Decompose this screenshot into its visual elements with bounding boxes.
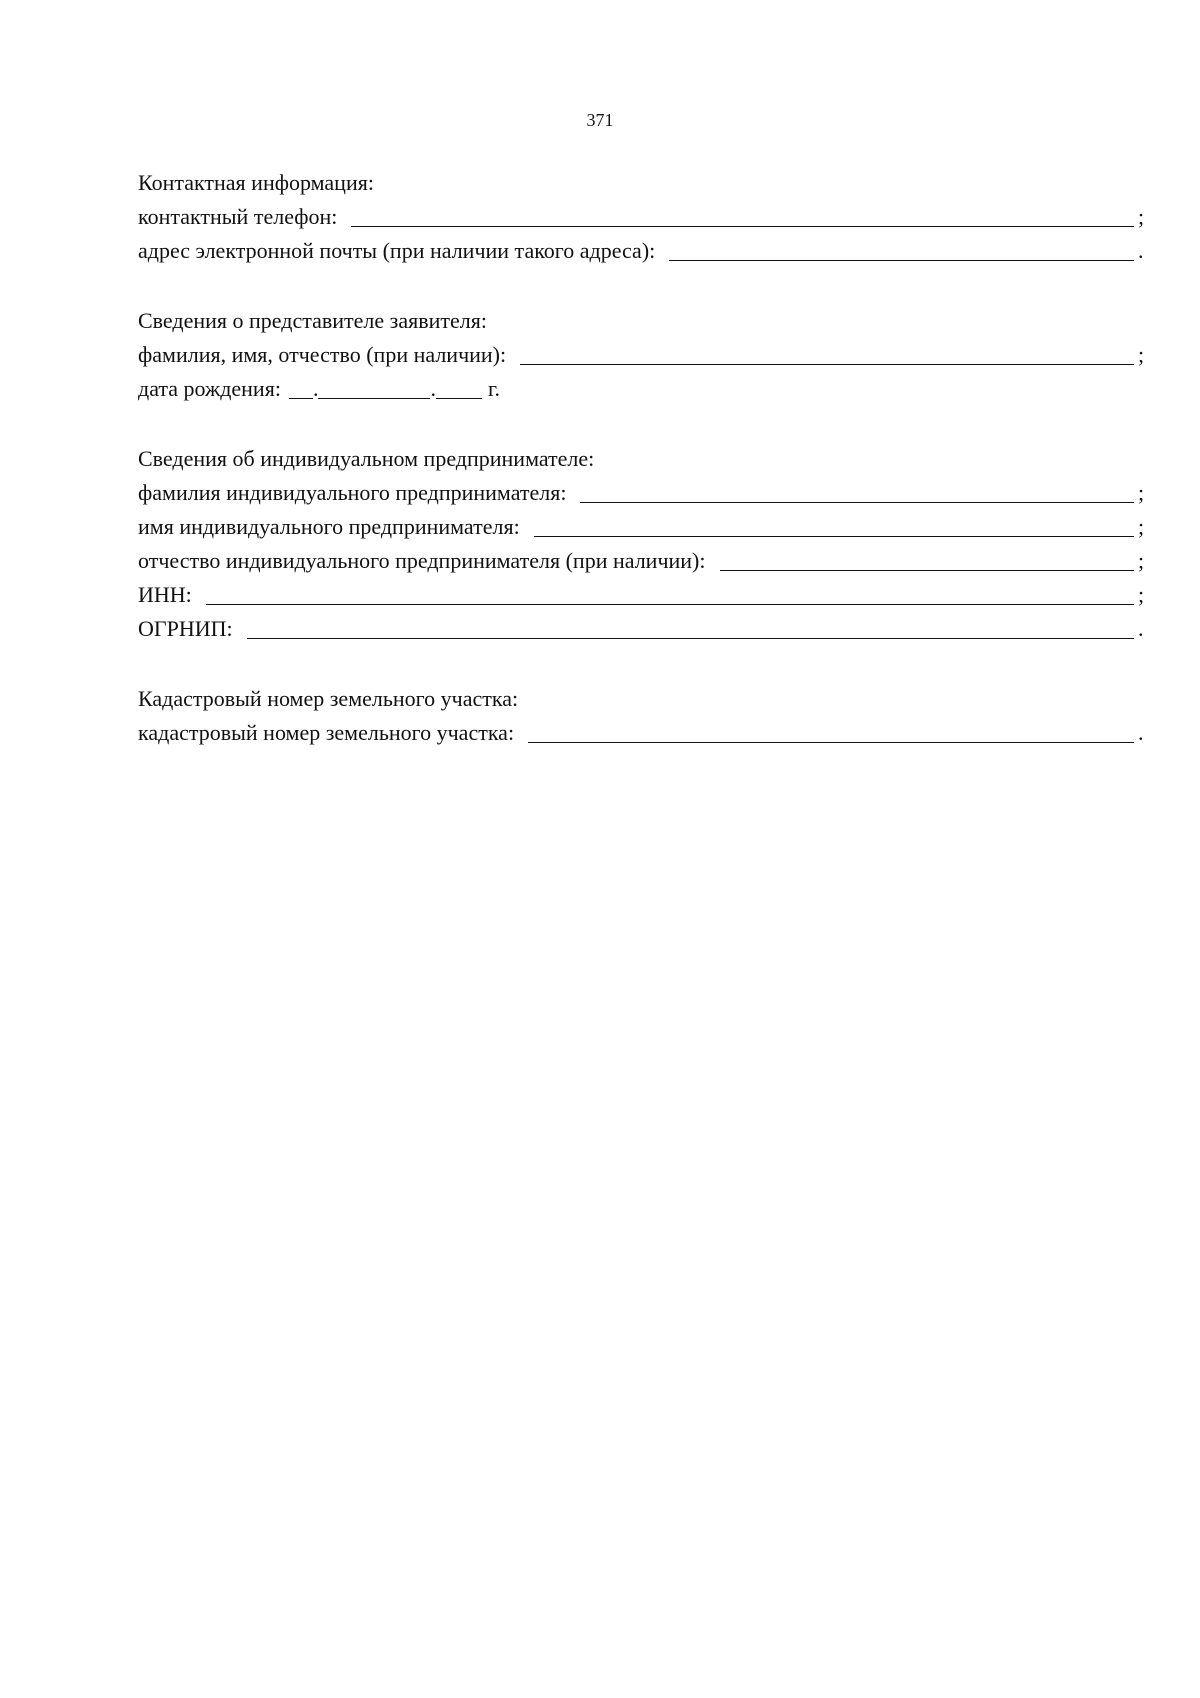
ogrnip-end-punct: . (1138, 616, 1144, 641)
entrepreneur-surname-end-punct: ; (1138, 480, 1145, 505)
ogrnip-field (138, 612, 1148, 646)
birth-date-separator: . (430, 376, 436, 401)
cadastral-section (138, 682, 1148, 750)
inn-blank[interactable] (206, 604, 1134, 605)
cadastral-number-blank[interactable] (528, 742, 1134, 743)
inn-label: ИНН: (138, 582, 192, 607)
entrepreneur-name-field (138, 510, 1148, 544)
inn-field (138, 578, 1148, 612)
entrepreneur-patronymic-field (138, 544, 1148, 578)
representative-fio-end-punct: ; (1138, 342, 1145, 367)
representative-fio-blank[interactable] (520, 364, 1134, 365)
inn-end-punct: ; (1138, 582, 1145, 607)
page-number: 371 (586, 110, 614, 130)
entrepreneur-name-blank[interactable] (534, 536, 1134, 537)
email-end-punct: . (1138, 238, 1144, 263)
entrepreneur-surname-field (138, 476, 1148, 510)
form-content (138, 166, 1148, 750)
ogrnip-blank[interactable] (247, 638, 1134, 639)
entrepreneur-name-end-punct: ; (1138, 514, 1145, 539)
contact-section (138, 166, 1148, 268)
representative-section-title: Сведения о представителе заявителя: (138, 308, 487, 333)
birth-date-label: дата рождения: (138, 376, 281, 401)
cadastral-section-title: Кадастровый номер земельного участка: (138, 686, 519, 711)
entrepreneur-name-label: имя индивидуального предпринимателя: (138, 514, 520, 539)
ogrnip-label: ОГРНИП: (138, 616, 233, 641)
representative-fio-field (138, 338, 1148, 372)
birth-date-separator: . (312, 376, 319, 401)
entrepreneur-patronymic-end-punct: ; (1138, 548, 1145, 573)
birth-year-suffix: г. (487, 376, 500, 401)
phone-field (138, 200, 1148, 234)
cadastral-number-label: кадастровый номер земельного участка: (138, 720, 515, 745)
representative-section (138, 304, 1148, 406)
contact-section-title: Контактная информация: (138, 170, 374, 195)
phone-end-punct: ; (1138, 204, 1145, 229)
phone-blank[interactable] (351, 226, 1134, 227)
email-field (138, 234, 1148, 268)
entrepreneur-surname-label: фамилия индивидуального предпринимателя: (138, 480, 567, 505)
entrepreneur-surname-blank[interactable] (580, 502, 1134, 503)
phone-label: контактный телефон: (138, 204, 338, 229)
cadastral-number-field (138, 716, 1148, 750)
email-blank[interactable] (669, 260, 1134, 261)
representative-fio-label: фамилия, имя, отчество (при наличии): (138, 342, 507, 367)
email-label: адрес электронной почты (при наличии такого адреса): (138, 238, 656, 263)
birth-year-blank[interactable] (436, 398, 482, 399)
cadastral-number-end-punct: . (1138, 720, 1144, 745)
birth-month-blank[interactable] (318, 398, 430, 399)
entrepreneur-patronymic-label: отчество индивидуального предпринимателя (при наличии): (138, 548, 706, 573)
birth-date-field (138, 372, 1148, 406)
entrepreneur-section-title: Сведения об индивидуальном предпринимателе: (138, 446, 595, 471)
birth-day-blank[interactable] (289, 398, 313, 399)
entrepreneur-patronymic-blank[interactable] (720, 570, 1135, 571)
entrepreneur-section (138, 442, 1148, 646)
